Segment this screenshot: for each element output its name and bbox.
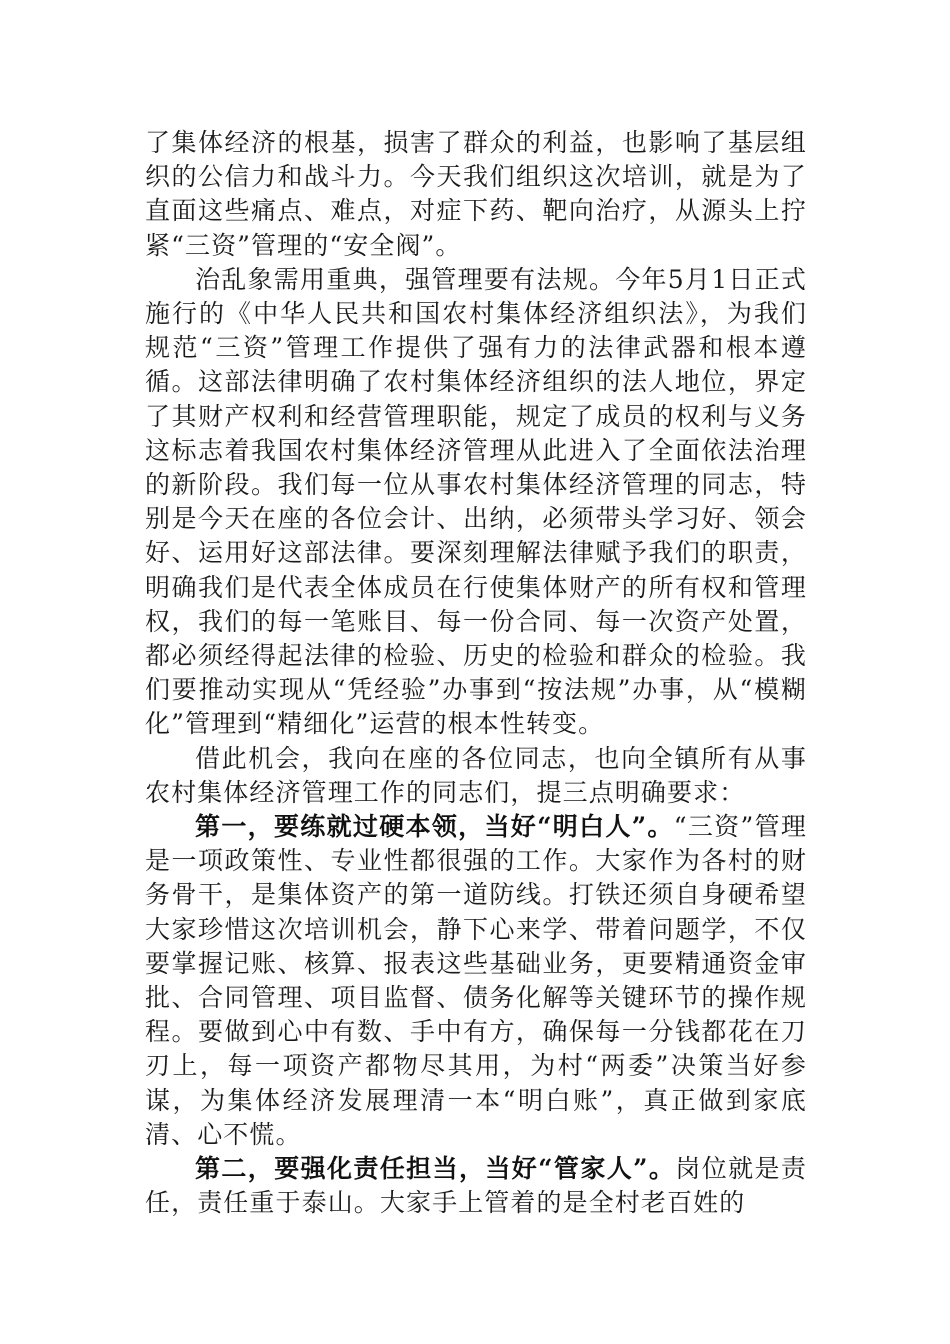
paragraph-2-text: 治乱象需用重典，强管理要有法规。今年5月1日正式施行的《中华人民共和国农村集体经济组织法》，为我们规范“三资”管理工作提供了强有力的法律武器和根本遵循。这部法律明确了农村集体经济组织的法人地位，界定了其财产权利和经营管理职能，规定了成员的权利与义务这标志着我国农村集体经济管理从此进入了全面依法治理的新阶段。我们每一位从事农村集体经济管理的同志，特别是今天在座的各位会计、出纳，必须带头学习好、领会好、运用好这部法律。要深刻理解法律赋予我们的职责，明确我们是代表全体成员在行使集体财产的所有权和管理权，我们的每一笔账目、每一份合同、每一次资产处置，都必须经得起法律的检验、历史的检验和群众的检验。我们要推动实现从“凭经验”办事到“按法规”办事，从“模糊化”管理到“精细化”运营的根本性转变。 [145,264,807,739]
document-body [145,126,807,1221]
paragraph-1 [145,126,807,263]
paragraph-3-text: 借此机会，我向在座的各位同志，也向全镇所有从事农村集体经济管理工作的同志们，提三点明确要求： [145,743,807,807]
paragraph-4-heading: 第一，要练就过硬本领，当好“明白人”。 [195,812,674,842]
paragraph-5-heading: 第二，要强化责任担当，当好“管家人”。 [195,1154,676,1184]
paragraph-2 [145,263,807,742]
paragraph-4 [145,810,807,1152]
paragraph-1-text: 了集体经济的根基，损害了群众的利益，也影响了基层组织的公信力和战斗力。今天我们组织这次培训，就是为了直面这些痛点、难点，对症下药、靶向治疗，从源头上拧紧“三资”管理的“安全阀”。 [145,128,807,260]
paragraph-4-text: “三资”管理是一项政策性、专业性都很强的工作。大家作为各村的财务骨干，是集体资产的第一道防线。打铁还须自身硬希望大家珍惜这次培训机会，静下心来学、带着问题学，不仅要掌握记账、核算、报表这些基础业务，更要精通资金审批、合同管理、项目监督、债务化解等关键环节的操作规程。要做到心中有数、手中有方，确保每一分钱都花在刀刃上，每一项资产都物尽其用，为村“两委”决策当好参谋，为集体经济发展理清一本“明白账”，真正做到家底清、心不慌。 [145,812,807,1149]
paragraph-5 [145,1152,807,1220]
paragraph-5-text: 岗位就是责任，责任重于泰山。大家手上管着的是全村老百姓的 [145,1154,807,1218]
paragraph-3 [145,742,807,810]
